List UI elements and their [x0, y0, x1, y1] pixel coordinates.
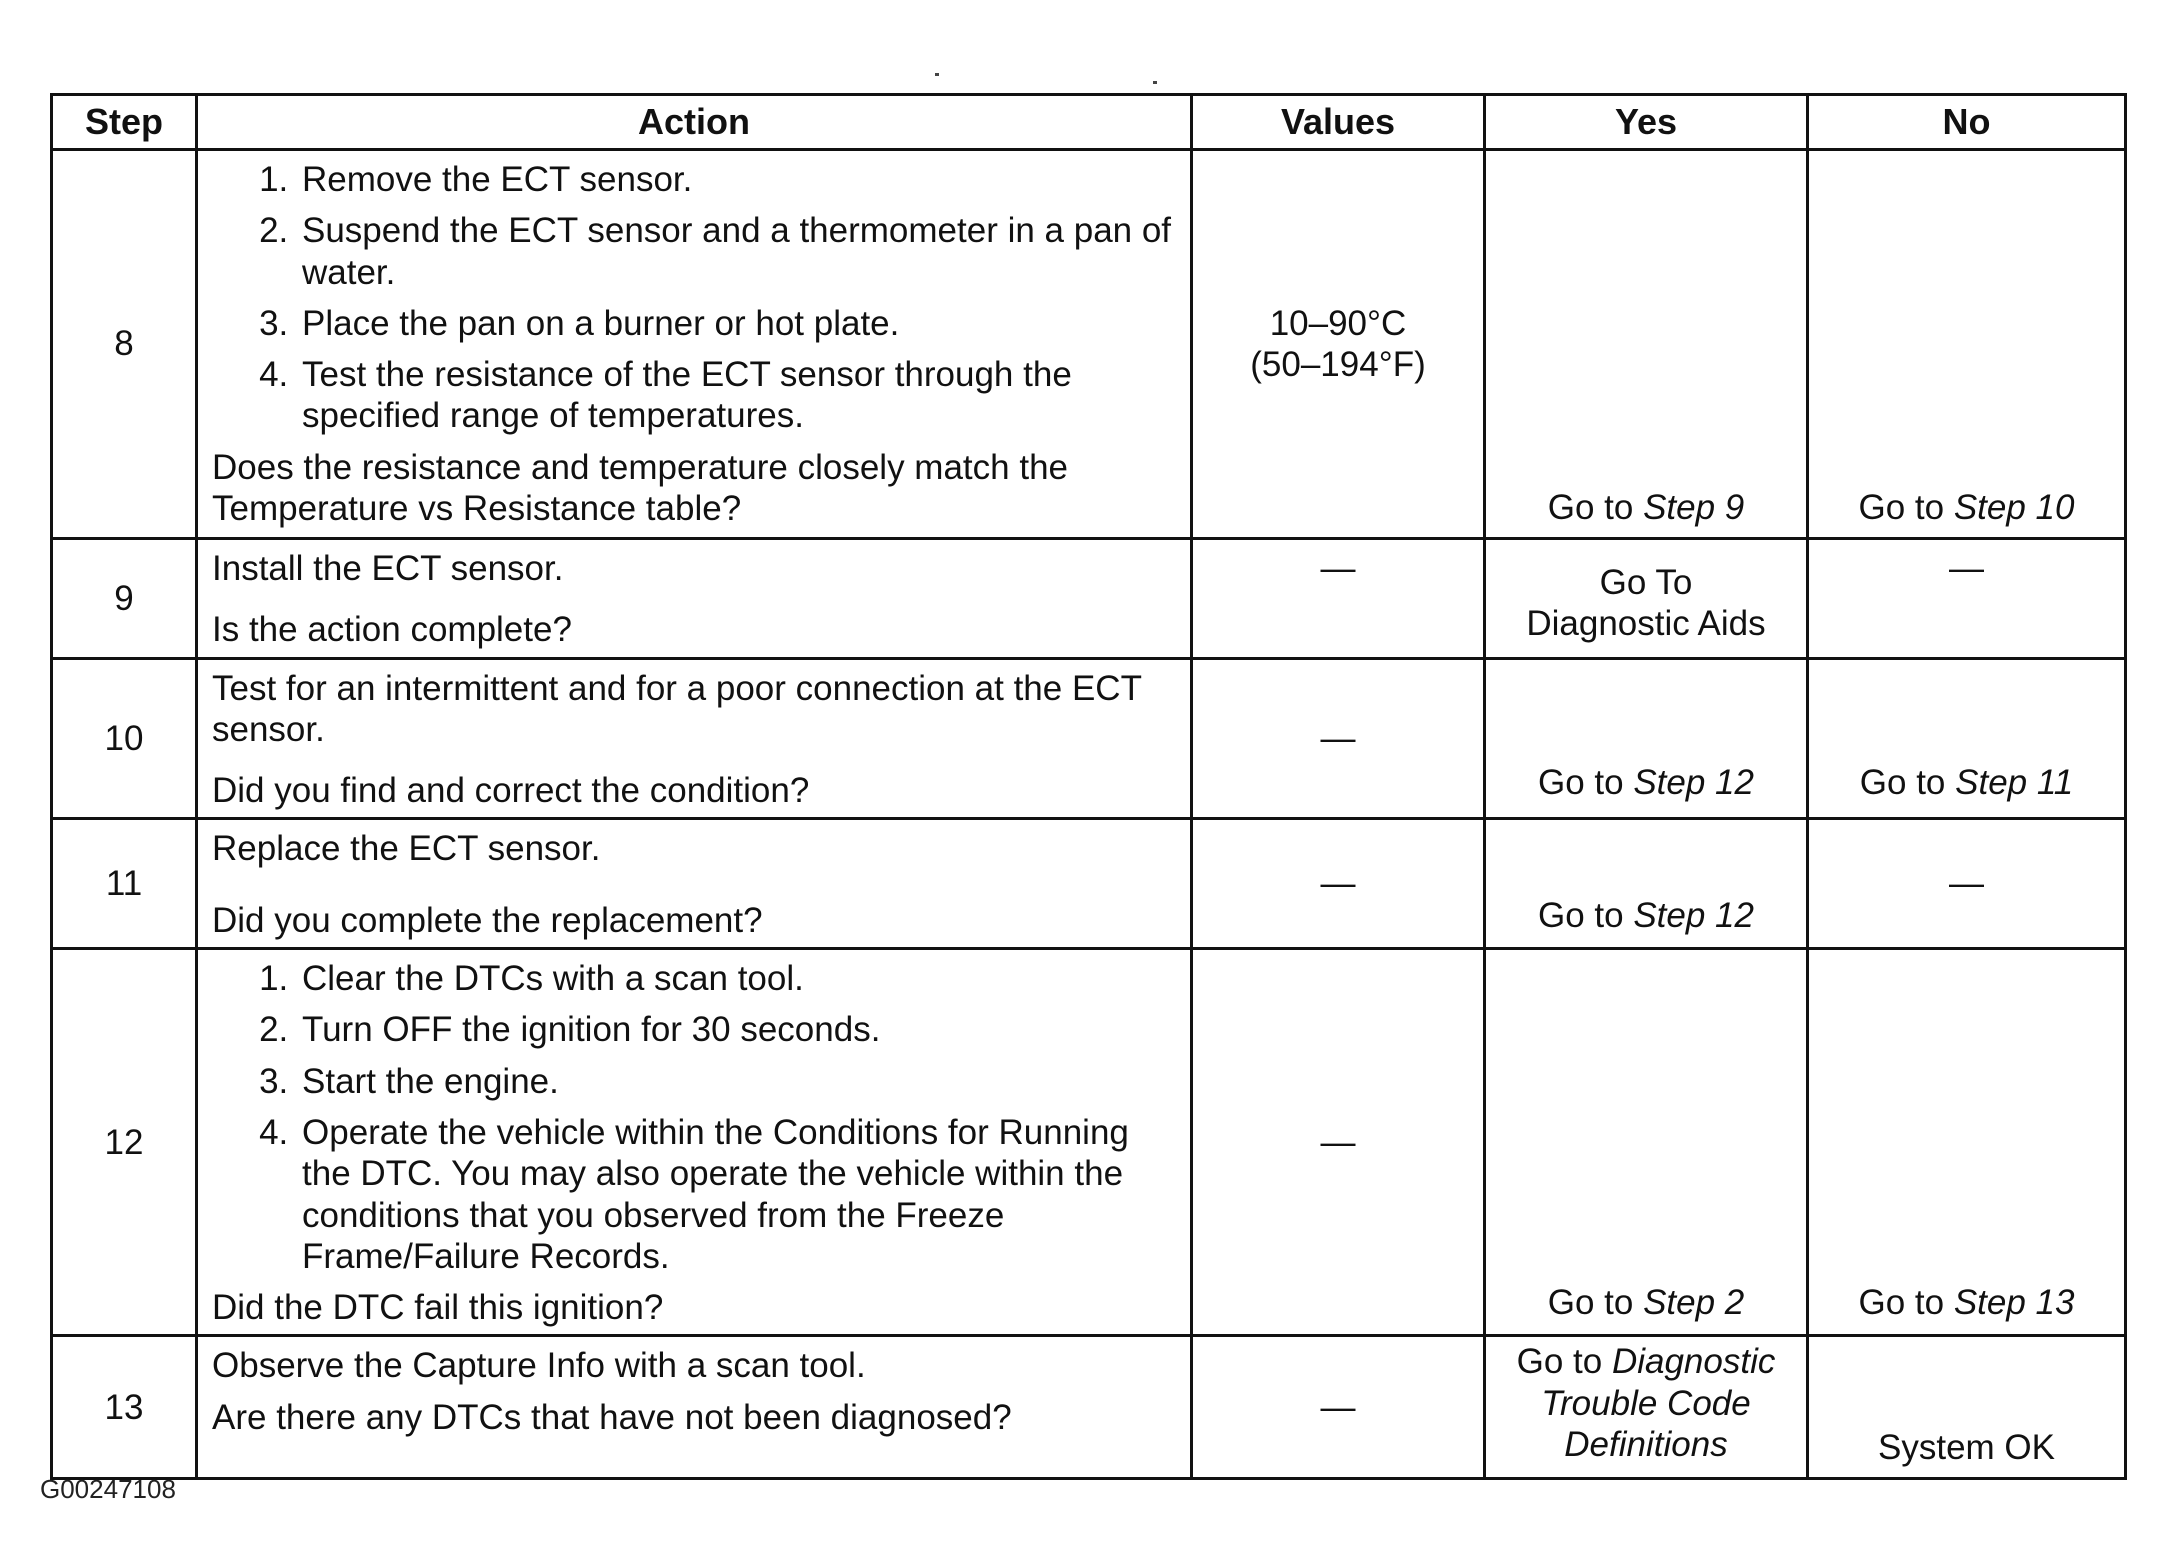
action-cell	[197, 539, 1192, 659]
header-no: No	[1808, 95, 2126, 150]
step-link[interactable]: Step 11	[1955, 763, 2074, 803]
values-cell	[1192, 819, 1485, 949]
header-yes: Yes	[1485, 95, 1808, 150]
action-cell	[197, 150, 1192, 539]
step-number: 11	[52, 819, 197, 949]
substep: 1. Remove the ECT sensor.	[298, 159, 1180, 200]
header-row	[52, 95, 2126, 150]
goto-prefix: Go to	[1547, 487, 1644, 527]
no-goto[interactable]	[1809, 762, 2124, 803]
values-cell	[1192, 150, 1485, 539]
substep: 3. Place the pan on a burner or hot plate.	[298, 303, 1180, 344]
yes-goto[interactable]	[1486, 487, 1806, 528]
question-text: Did you complete the replacement?	[212, 900, 763, 940]
figure-id: G00247108	[40, 1474, 176, 1504]
no-cell	[1808, 949, 2126, 1336]
table-row-step-12	[52, 949, 2126, 1336]
yes-goto[interactable]: Go To Diagnostic Aids	[1526, 563, 1766, 644]
substep: 2. Suspend the ECT sensor and a thermometer in a pan of water.	[298, 210, 1180, 293]
question-text: Are there any DTCs that have not been diagnosed?	[212, 1397, 1012, 1437]
values-cell	[1192, 539, 1485, 659]
table-row-step-10	[52, 658, 2126, 819]
step-link[interactable]: Step 10	[1953, 487, 2075, 527]
table-row-step-11	[52, 819, 2126, 949]
no-dash: —	[1949, 864, 1984, 904]
instruction-text: Observe the Capture Info with a scan tool.	[212, 1346, 866, 1386]
header-action: Action	[197, 95, 1192, 150]
yes-cell	[1485, 539, 1808, 659]
yes-goto[interactable]	[1486, 895, 1806, 936]
question-text: Did you find and correct the condition?	[212, 771, 810, 811]
values-dash: —	[1320, 864, 1356, 904]
values-dash: —	[1320, 1122, 1356, 1162]
no-cell	[1808, 658, 2126, 819]
step-number: 13	[52, 1336, 197, 1479]
yes-cell	[1485, 949, 1808, 1336]
substep: 2. Turn OFF the ignition for 30 seconds.	[298, 1009, 1180, 1050]
yes-goto[interactable]	[1486, 1282, 1806, 1323]
yes-cell	[1485, 150, 1808, 539]
no-result: System OK	[1878, 1428, 2055, 1468]
substep-list	[212, 958, 1180, 1277]
header-values: Values	[1192, 95, 1485, 150]
substep-list	[212, 159, 1180, 437]
no-cell	[1808, 1336, 2126, 1479]
header-step: Step	[52, 95, 197, 150]
yes-cell	[1485, 1336, 1808, 1479]
action-cell	[197, 819, 1192, 949]
values-cell	[1192, 1336, 1485, 1479]
yes-goto[interactable]	[1486, 762, 1806, 803]
action-cell	[197, 949, 1192, 1336]
step-number: 12	[52, 949, 197, 1336]
action-cell	[197, 658, 1192, 819]
goto-prefix: Go to	[1859, 763, 1956, 803]
step-link[interactable]: Step 13	[1953, 1282, 2075, 1322]
yes-goto[interactable]	[1486, 1337, 1806, 1465]
instruction-text: Install the ECT sensor.	[212, 549, 564, 588]
scan-speck	[1153, 81, 1157, 84]
no-dash: —	[1949, 549, 1984, 588]
no-cell	[1808, 150, 2126, 539]
step-link[interactable]: Step 12	[1633, 896, 1754, 936]
no-cell	[1808, 539, 2126, 659]
action-cell	[197, 1336, 1192, 1479]
step-number: 8	[52, 150, 197, 539]
values-text: 10–90°C (50–194°F)	[1250, 303, 1426, 384]
values-cell	[1192, 949, 1485, 1336]
yes-cell	[1485, 658, 1808, 819]
no-goto[interactable]	[1809, 487, 2124, 528]
scan-speck	[935, 73, 939, 76]
question-text: Does the resistance and temperature closely match the Temperature vs Resistance table?	[212, 447, 1068, 529]
yes-cell	[1485, 819, 1808, 949]
goto-prefix: Go to	[1538, 896, 1634, 936]
instruction-text: Replace the ECT sensor.	[212, 829, 601, 869]
substep: 4. Operate the vehicle within the Conditions for Running the DTC. You may also operate the vehicle within the conditions that you observed from the Freeze Frame/Failure Records.	[298, 1112, 1180, 1277]
table-row-step-13	[52, 1336, 2126, 1479]
diagnostic-table	[50, 93, 2127, 1480]
no-cell	[1808, 819, 2126, 949]
step-link[interactable]: Step 12	[1633, 763, 1754, 803]
values-dash: —	[1320, 718, 1356, 758]
question-text: Did the DTC fail this ignition?	[212, 1288, 664, 1328]
table-row-step-9	[52, 539, 2126, 659]
instruction-text: Test for an intermittent and for a poor connection at the ECT sensor.	[212, 668, 1142, 749]
step-number: 10	[52, 658, 197, 819]
step-number: 9	[52, 539, 197, 659]
values-dash: —	[1320, 549, 1356, 588]
goto-prefix: Go to	[1538, 763, 1634, 803]
question-text: Is the action complete?	[212, 610, 572, 650]
step-link[interactable]: Diagnostic Trouble Code Definitions	[1541, 1342, 1776, 1465]
values-dash: —	[1320, 1387, 1356, 1427]
goto-prefix: Go to	[1547, 1282, 1644, 1322]
table-row-step-8	[52, 150, 2126, 539]
no-goto[interactable]	[1809, 1282, 2124, 1323]
goto-prefix: Go to	[1858, 1282, 1954, 1322]
substep: 3. Start the engine.	[298, 1061, 1180, 1102]
goto-prefix: Go to	[1516, 1342, 1612, 1382]
step-link[interactable]: Step 9	[1643, 487, 1745, 527]
substep: 4. Test the resistance of the ECT sensor through the specified range of temperatures.	[298, 354, 1180, 437]
goto-prefix: Go to	[1858, 487, 1954, 527]
step-link[interactable]: Step 2	[1643, 1282, 1745, 1322]
substep: 1. Clear the DTCs with a scan tool.	[298, 958, 1180, 999]
values-cell	[1192, 658, 1485, 819]
